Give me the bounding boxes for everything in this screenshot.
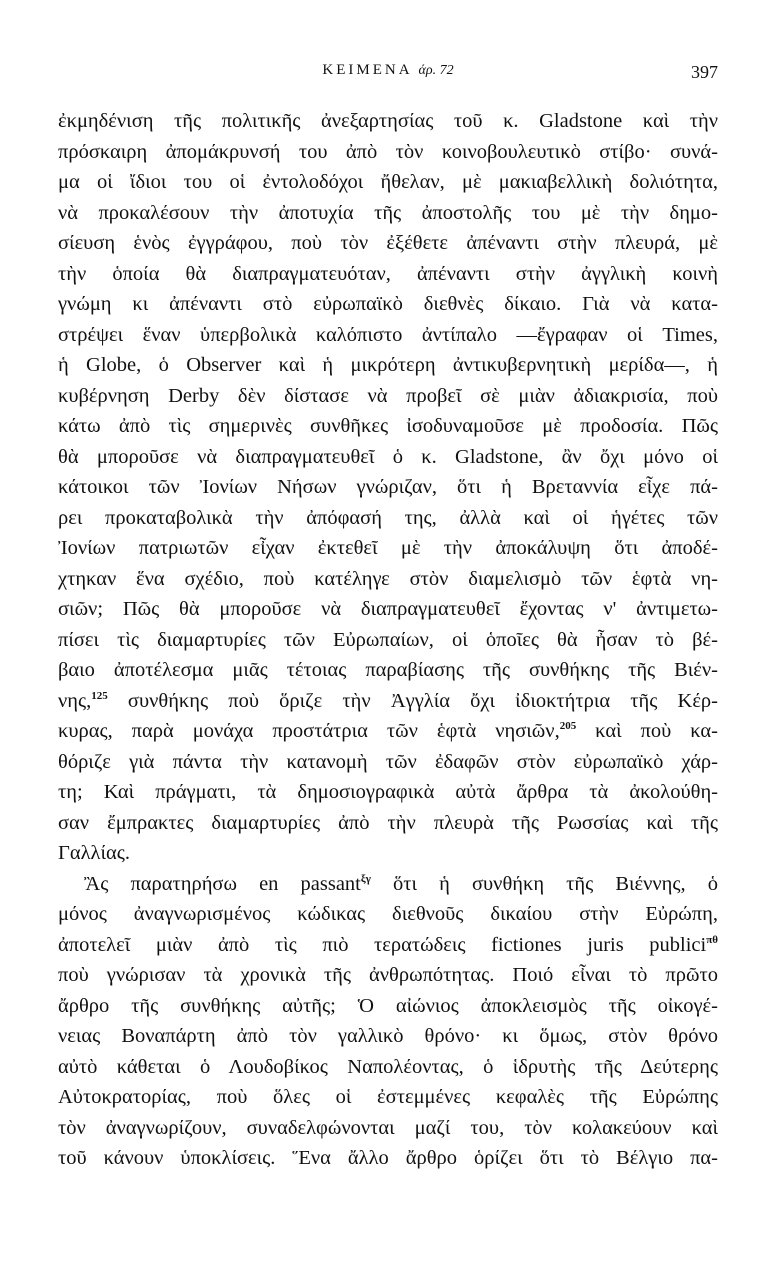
text-line — [58, 930, 718, 961]
book-title: ΚΕΙΜΕΝΑ — [322, 62, 412, 78]
text-segment: θόριζε γιὰ πάντα τὴν κατανομὴ τῶν ἐδαφῶν στὸν εὐρωπαϊκὸ χάρ- — [58, 750, 718, 773]
text-line — [58, 137, 718, 168]
text-segment: νὰ προκαλέσουν τὴν ἀποτυχία τῆς ἀποστολῆς του μὲ τὴν δημο- — [58, 201, 718, 224]
text-line — [58, 686, 718, 717]
text-line — [58, 625, 718, 656]
text-segment: σίευση ἑνὸς ἐγγράφου, ποὺ τὸν ἐξέθετε ἀπέναντι στὴν πλευρά, μὲ — [58, 232, 718, 254]
text-line — [58, 228, 718, 259]
text-segment: ὅτι ἡ συνθήκη τῆς Βιέννης, ὁ — [370, 872, 718, 895]
text-line — [58, 869, 718, 900]
text-segment: καὶ ποὺ κα- — [576, 720, 718, 742]
text-line — [58, 564, 718, 595]
text-line — [58, 594, 718, 625]
text-line — [58, 198, 718, 229]
text-line — [58, 167, 718, 198]
text-segment: ἀποτελεῖ μιὰν ἀπὸ τὶς πιὸ τερατώδεις fictiones juris publici — [58, 933, 707, 956]
text-segment: ἐκμηδένιση τῆς πολιτικῆς ἀνεξαρτησίας τοῦ κ. Gladstone καὶ τὴν — [58, 110, 718, 132]
text-segment: κυρας, παρὰ μονάχα προστάτρια τῶν ἑφτὰ νησιῶν, — [58, 720, 560, 742]
text-segment: Αὐτοκρατορίας, ποὺ ὅλες οἱ ἐστεμμένες κεφαλὲς τῆς Εὐρώπης — [58, 1086, 718, 1108]
running-head-title — [58, 62, 718, 79]
footnote-marker: 125 — [91, 689, 108, 702]
text-line — [58, 533, 718, 564]
text-line — [58, 289, 718, 320]
text-line — [58, 442, 718, 473]
text-segment: πρόσκαιρη ἀπομάκρυνσή του ἀπὸ τὸν κοινοβουλευτικὸ στίβο· συνά- — [58, 140, 718, 163]
text-segment: τὸν ἀναγνωρίζουν, συναδελφώνονται μαζί του, τὸν κολακεύουν καὶ — [58, 1116, 718, 1139]
text-line — [58, 808, 718, 839]
text-segment: μόνος ἀναγνωρισμένος κώδικας διεθνοῦς δικαίου στὴν Εὐρώπη, — [58, 903, 718, 925]
text-line — [58, 747, 718, 778]
text-segment: τοῦ κάνουν ὑποκλίσεις. Ἕνα ἄλλο ἄρθρο ὁρίζει ὅτι τὸ Βέλγιο πα- — [58, 1147, 718, 1169]
text-segment: Γαλλίας. — [58, 842, 130, 864]
text-segment: πίσει τὶς διαμαρτυρίες τῶν Εὐρωπαίων, οἱ ὁποῖες θὰ ἦσαν τὸ βέ- — [58, 628, 718, 651]
text-segment: νειας Βοναπάρτη ἀπὸ τὸν γαλλικὸ θρόνο· κι ὅμως, στὸν θρόνο — [58, 1025, 718, 1047]
text-line — [58, 503, 718, 534]
text-line — [58, 1113, 718, 1144]
text-segment: σιῶν; Πῶς θὰ μποροῦσε νὰ διαπραγματευθεῖ ἔχοντας ν' ἀντιμετω- — [58, 598, 718, 620]
footnote-marker: ξγ — [360, 872, 371, 885]
text-line — [58, 1143, 718, 1174]
page-number: 397 — [691, 62, 718, 82]
text-segment: Ἰονίων πατριωτῶν εἶχαν ἐκτεθεῖ μὲ τὴν ἀποκάλυψη ὅτι ἀποδέ- — [58, 537, 718, 559]
text-line — [58, 411, 718, 442]
text-segment: τη; Καὶ πράγματι, τὰ δημοσιογραφικὰ αὐτὰ ἄρθρα τὰ ἀκολούθη- — [58, 781, 718, 803]
text-line — [58, 1052, 718, 1083]
text-segment: κυβέρνηση Derby δὲν δίστασε νὰ προβεῖ σὲ μιὰν ἀδιακρισία, ποὺ — [58, 384, 718, 407]
text-segment: τὴν ὁποία θὰ διαπραγματευόταν, ἀπέναντι στὴν ἀγγλικὴ κοινὴ — [58, 262, 718, 285]
text-segment: κάτω ἀπὸ τὶς σημερινὲς συνθῆκες ἰσοδυναμοῦσε μὲ προδοσία. Πῶς — [58, 415, 718, 437]
text-segment: συνθήκης ποὺ ὅριζε τὴν Ἀγγλία ὄχι ἰδιοκτήτρια τῆς Κέρ- — [107, 689, 718, 712]
text-segment: νης, — [58, 689, 92, 712]
text-number: άρ. 72 — [418, 63, 454, 78]
text-line — [58, 838, 718, 869]
text-line — [58, 1082, 718, 1113]
text-line — [58, 106, 718, 137]
text-segment: στρέψει ἕναν ὑπερβολικὰ καλόπιστο ἀντίπαλο —ἔγραφαν οἱ Times, — [58, 323, 718, 346]
footnote-marker: 205 — [559, 720, 577, 732]
text-line — [58, 655, 718, 686]
text-line — [58, 777, 718, 808]
text-line — [58, 320, 718, 351]
text-line — [58, 991, 718, 1022]
body-text — [58, 106, 718, 1174]
text-segment: ρει προκαταβολικὰ τὴν ἀπόφασή της, ἀλλὰ καὶ οἱ ἡγέτες τῶν — [58, 506, 718, 529]
text-line — [58, 960, 718, 991]
running-head — [58, 62, 718, 86]
text-line — [58, 1021, 718, 1052]
text-segment: βαιο ἀποτέλεσμα μιᾶς τέτοιας παραβίασης τῆς συνθήκης τῆς Βιέν- — [58, 659, 718, 681]
text-segment: αὐτὸ κάθεται ὁ Λουδοβίκος Ναπολέοντας, ὁ ἱδρυτὴς τῆς Δεύτερης — [58, 1055, 718, 1078]
text-segment: σαν ἔμπρακτες διαμαρτυρίες ἀπὸ τὴν πλευρὰ τῆς Ρωσσίας καὶ τῆς — [58, 811, 718, 834]
text-segment: μα οἱ ἴδιοι του οἱ ἐντολοδόχοι ἤθελαν, μὲ μακιαβελλικὴ δολιότητα, — [58, 171, 718, 193]
text-segment: ἡ Globe, ὁ Observer καὶ ἡ μικρότερη ἀντικυβερνητικὴ μερίδα—, ἡ — [58, 354, 718, 376]
text-line — [58, 259, 718, 290]
text-line — [58, 716, 718, 747]
text-segment: ποὺ γνώρισαν τὰ χρονικὰ τῆς ἀνθρωπότητας. Ποιό εἶναι τὸ πρῶτο — [58, 964, 718, 986]
footnote-marker: πθ — [706, 933, 718, 946]
text-line — [58, 899, 718, 930]
text-segment: χτηκαν ἕνα σχέδιο, ποὺ κατέληγε στὸν διαμελισμὸ τῶν ἑφτὰ νη- — [58, 567, 718, 590]
text-segment: θὰ μποροῦσε νὰ διαπραγματευθεῖ ὁ κ. Gladstone, ἂν ὄχι μόνο οἱ — [58, 445, 718, 468]
text-line — [58, 350, 718, 381]
text-line — [58, 472, 718, 503]
text-segment: γνώμη κι ἀπέναντι στὸ εὐρωπαϊκὸ διεθνὲς δίκαιο. Γιὰ νὰ κατα- — [58, 293, 718, 315]
text-line — [58, 381, 718, 412]
text-segment: κάτοικοι τῶν Ἰονίων Νήσων γνώριζαν, ὅτι ἡ Βρεταννία εἶχε πά- — [58, 476, 718, 498]
text-segment: ἄρθρο τῆς συνθήκης αὐτῆς; Ὁ αἰώνιος ἀποκλεισμὸς τῆς οἰκογέ- — [58, 994, 718, 1017]
text-segment: Ἂς παρατηρήσω en passant — [84, 872, 361, 895]
